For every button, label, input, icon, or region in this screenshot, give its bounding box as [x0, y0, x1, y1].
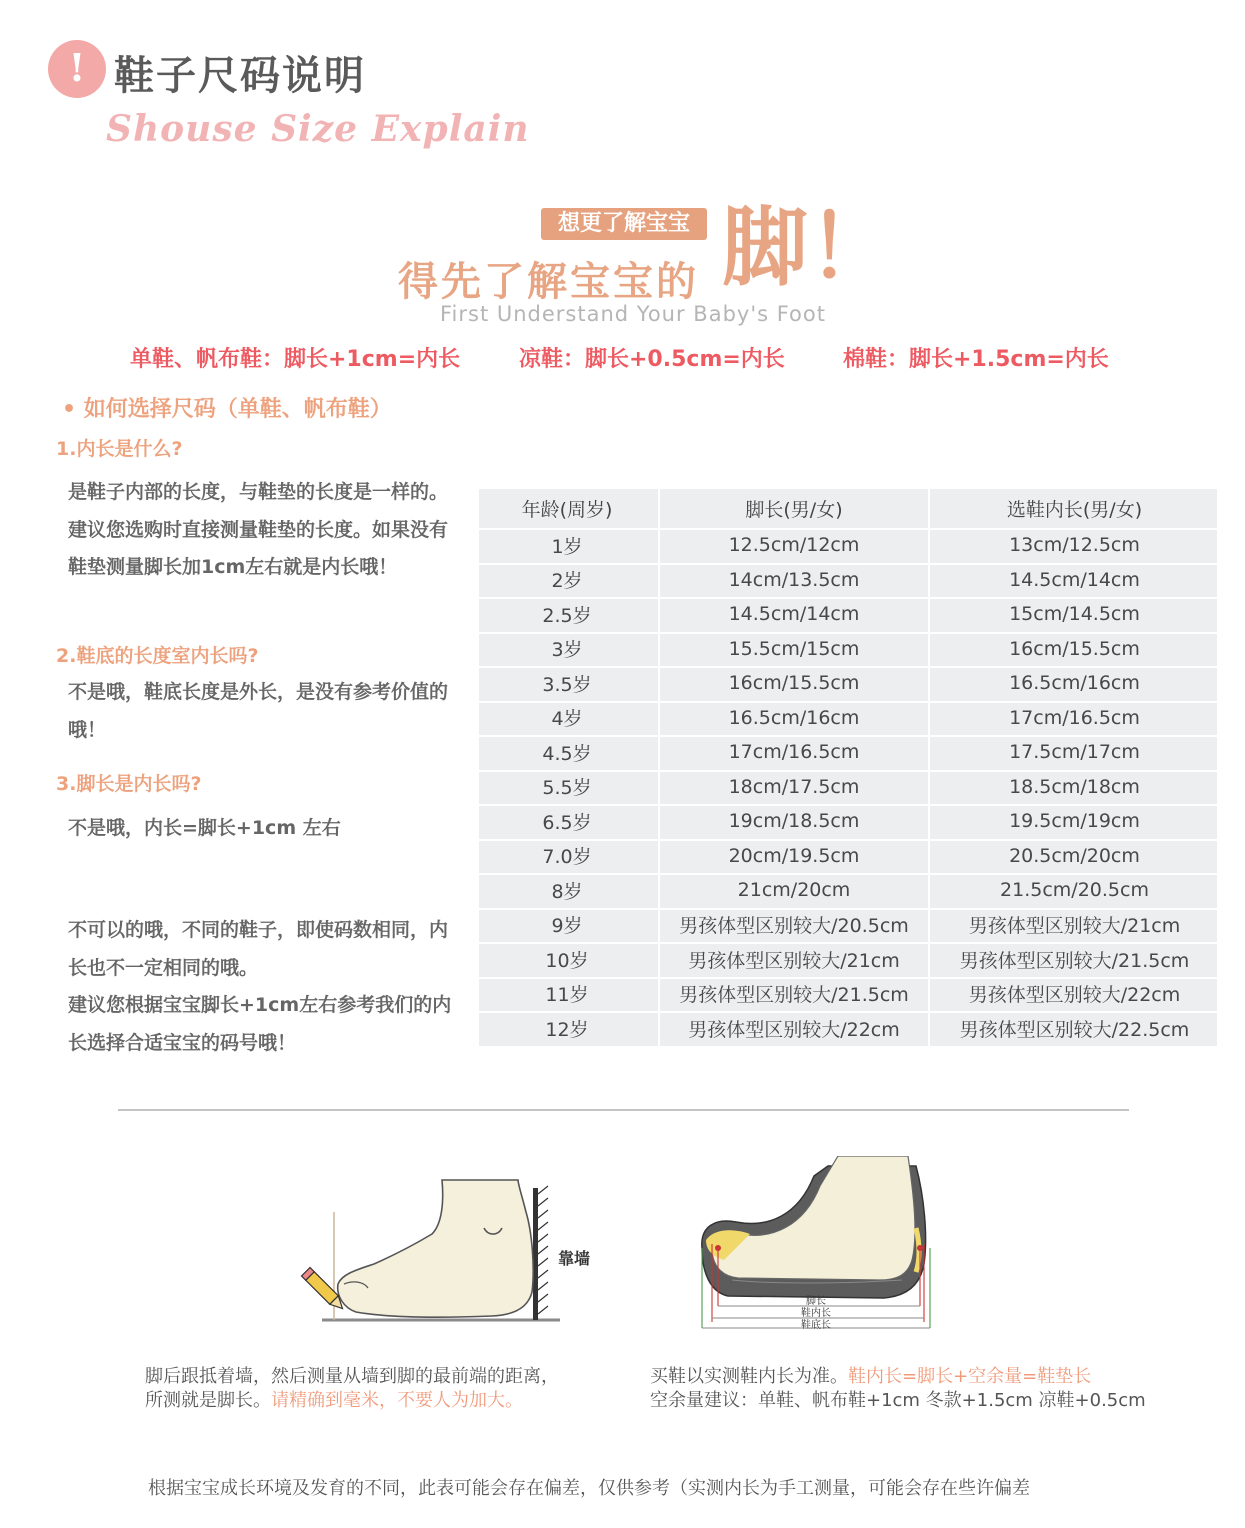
table-header-row — [479, 489, 1217, 530]
right-caption-line-1: 买鞋以实测鞋内长为准。鞋内长=脚长+空余量=鞋垫长 — [650, 1366, 1092, 1387]
size-table — [479, 489, 1217, 1046]
exclamation-icon: ! — [48, 40, 106, 98]
table-cell: 7.0岁 — [542, 846, 592, 869]
label-inner-length: 鞋内长 — [801, 1308, 831, 1319]
page-subtitle: Shouse Size Explain — [106, 108, 530, 150]
answer-1: 是鞋子内部的长度，与鞋垫的长度是一样的。建议您选购时直接测量鞋垫的长度。如果没有鞋垫测量脚长加1cm左右就是内长哦！ — [68, 481, 449, 578]
right-caption-line-2: 空余量建议：单鞋、帆布鞋+1cm 冬款+1.5cm 凉鞋+0.5cm — [650, 1390, 1146, 1411]
table-cell: 13cm/12.5cm — [928, 528, 1219, 563]
table-cell: 男孩体型区别较大/21.5cm — [928, 942, 1219, 977]
table-cell: 16.5cm/16cm — [928, 666, 1219, 701]
table-cell: 15cm/14.5cm — [928, 597, 1219, 632]
left-caption-line-2: 所测就是脚长。请精确到毫米，不要人为加大。 — [145, 1390, 523, 1411]
table-cell: 14.5cm/14cm — [928, 563, 1219, 598]
table-cell: 10岁 — [545, 949, 589, 972]
table-cell: 20cm/19.5cm — [658, 839, 928, 874]
table-cell: 14cm/13.5cm — [658, 563, 928, 598]
table-row — [479, 908, 1217, 945]
table-header-cell: 脚长(男/女) — [658, 489, 928, 528]
banner-english: First Understand Your Baby's Foot — [440, 302, 826, 326]
table-cell: 12岁 — [545, 1018, 589, 1041]
label-foot-length: 脚长 — [806, 1296, 826, 1307]
table-cell: 4.5岁 — [542, 742, 592, 765]
table-row — [479, 942, 1217, 979]
table-cell: 18.5cm/18cm — [928, 770, 1219, 805]
table-row — [479, 1011, 1217, 1048]
table-row — [479, 701, 1217, 738]
table-cell: 4岁 — [551, 708, 583, 731]
foot-measure-illustration — [292, 1172, 560, 1332]
table-cell: 19.5cm/19cm — [928, 804, 1219, 839]
table-row — [479, 666, 1217, 703]
table-cell: 20.5cm/20cm — [928, 839, 1219, 874]
table-cell: 男孩体型区别较大/21cm — [928, 908, 1219, 943]
note-paragraph-2: 建议您根据宝宝脚长+1cm左右参考我们的内长选择合适宝宝的码号哦！ — [68, 994, 452, 1054]
banner-headline: 得先了解宝宝的 — [398, 259, 699, 305]
note-paragraph-1: 不可以的哦，不同的鞋子，即使码数相同，内长也不一定相同的哦。 — [68, 919, 449, 979]
answer-3: 不是哦，内长=脚长+1cm 左右 — [68, 817, 341, 839]
divider — [118, 1109, 1129, 1111]
label-sole-length: 鞋底长 — [801, 1320, 831, 1331]
table-row — [479, 632, 1217, 669]
rule-single-shoes: 单鞋、帆布鞋：脚长+1cm=内长 — [130, 347, 461, 372]
table-cell: 16.5cm/16cm — [658, 701, 928, 736]
table-row — [479, 873, 1217, 910]
table-cell: 8岁 — [551, 880, 583, 903]
table-cell: 男孩体型区别较大/22.5cm — [928, 1011, 1219, 1046]
table-row — [479, 804, 1217, 841]
table-cell: 3岁 — [551, 639, 583, 662]
table-cell: 21cm/20cm — [658, 873, 928, 908]
table-cell: 12.5cm/12cm — [658, 528, 928, 563]
table-row — [479, 735, 1217, 772]
table-cell: 5.5岁 — [542, 777, 592, 800]
table-cell: 男孩体型区别较大/22cm — [928, 977, 1219, 1012]
table-cell: 6.5岁 — [542, 811, 592, 834]
table-row — [479, 839, 1217, 876]
table-cell: 1岁 — [551, 535, 583, 558]
table-header-cell: 年龄(周岁) — [521, 499, 613, 521]
table-row — [479, 528, 1217, 565]
rule-cotton-shoes: 棉鞋：脚长+1.5cm=内长 — [843, 347, 1109, 372]
wall-label: 靠墙 — [558, 1249, 591, 1268]
table-cell: 3.5岁 — [542, 673, 592, 696]
rule-sandals: 凉鞋：脚长+0.5cm=内长 — [519, 347, 785, 372]
table-cell: 17.5cm/17cm — [928, 735, 1219, 770]
table-row — [479, 770, 1217, 807]
left-caption-highlight: 请精确到毫米，不要人为加大。 — [271, 1390, 523, 1411]
table-cell: 2岁 — [551, 570, 583, 593]
table-cell: 2.5岁 — [542, 604, 592, 627]
page-title: 鞋子尺码说明 — [114, 53, 366, 99]
banner-big-text: 脚！ — [722, 198, 894, 298]
table-header-cell: 选鞋内长(男/女) — [928, 489, 1219, 528]
table-cell: 17cm/16.5cm — [658, 735, 928, 770]
table-row — [479, 597, 1217, 634]
footer-note: 根据宝宝成长环境及发育的不同，此表可能会存在偏差，仅供参考（实测内长为手工测量，可能会存在些许偏差 — [148, 1478, 1030, 1499]
table-cell: 男孩体型区别较大/20.5cm — [658, 908, 928, 943]
answer-2: 不是哦，鞋底长度是外长，是没有参考价值的哦！ — [68, 681, 449, 741]
section-heading: • 如何选择尺码（单鞋、帆布鞋） — [62, 397, 392, 422]
table-cell: 男孩体型区别较大/21.5cm — [658, 977, 928, 1012]
table-row — [479, 563, 1217, 600]
table-cell: 14.5cm/14cm — [658, 597, 928, 632]
table-cell: 15.5cm/15cm — [658, 632, 928, 667]
table-cell: 11岁 — [545, 984, 589, 1007]
shoe-length-illustration — [688, 1156, 938, 1336]
table-row — [479, 977, 1217, 1014]
banner-tag: 想更了解宝宝 — [541, 208, 707, 240]
right-caption-highlight: 鞋内长=脚长+空余量=鞋垫长 — [848, 1366, 1092, 1387]
table-cell: 16cm/15.5cm — [658, 666, 928, 701]
left-caption-line-1: 脚后跟抵着墙，然后测量从墙到脚的最前端的距离， — [145, 1366, 559, 1387]
question-1: 1.内长是什么? — [56, 438, 183, 460]
table-cell: 17cm/16.5cm — [928, 701, 1219, 736]
table-cell: 9岁 — [551, 915, 583, 938]
table-cell: 18cm/17.5cm — [658, 770, 928, 805]
table-cell: 男孩体型区别较大/22cm — [658, 1011, 928, 1046]
table-cell: 21.5cm/20.5cm — [928, 873, 1219, 908]
table-cell: 男孩体型区别较大/21cm — [658, 942, 928, 977]
question-3: 3.脚长是内长吗? — [56, 773, 202, 795]
question-2: 2.鞋底的长度室内长吗? — [56, 645, 259, 667]
table-cell: 19cm/18.5cm — [658, 804, 928, 839]
table-cell: 16cm/15.5cm — [928, 632, 1219, 667]
